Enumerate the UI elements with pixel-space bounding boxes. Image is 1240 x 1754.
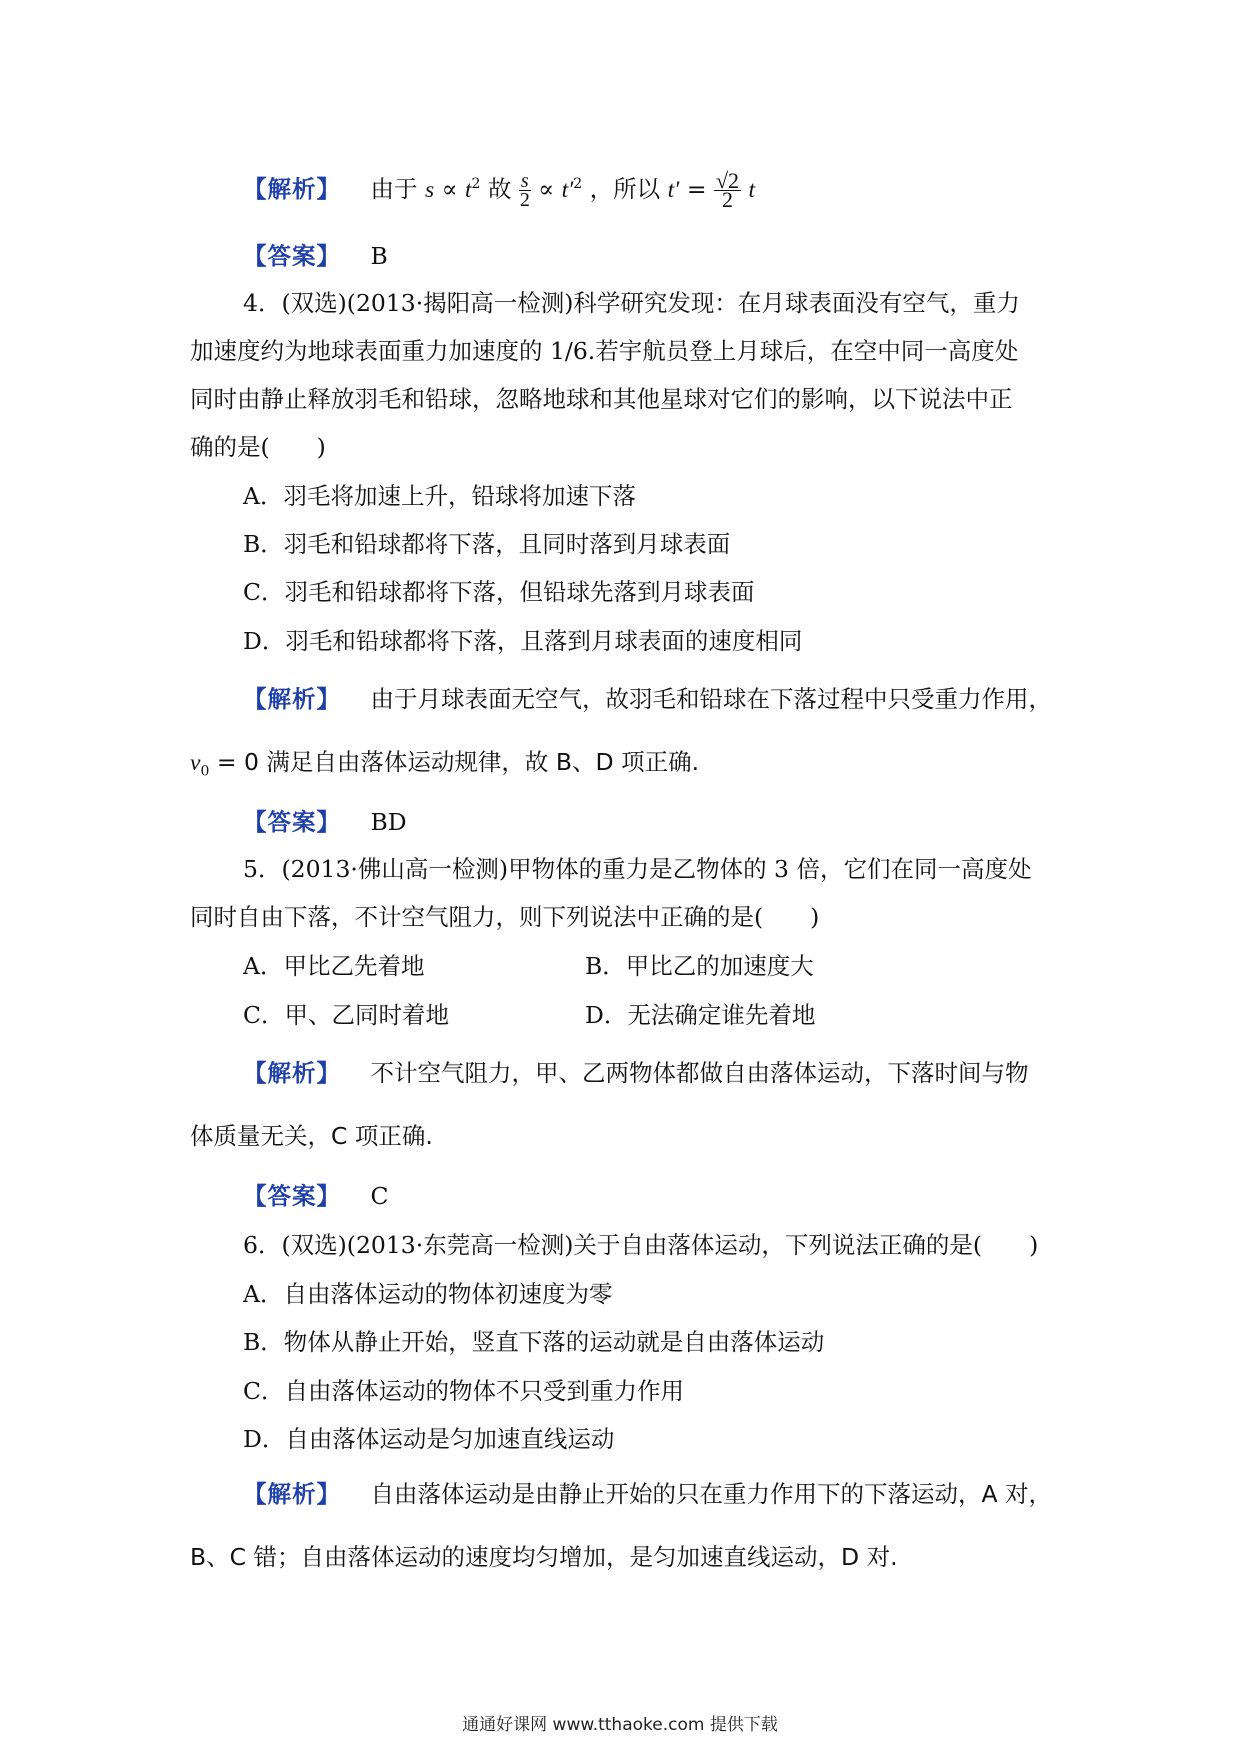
fraction-sqrt2-over-2: $\frac{√2}{2}$ (715, 167, 740, 212)
q4-answer (243, 806, 407, 838)
var-t-prime: t′ (561, 176, 574, 203)
q5-option-c: C．甲、乙同时着地 (243, 1001, 449, 1029)
q4-stem-line-2: 加速度约为地球表面重力加速度的 1/6.若宇航员登上月球后，在空中同一高度处 (190, 337, 1019, 365)
q5-stem-line-2: 同时自由下落，不计空气阻力，则下列说法中正确的是( ) (190, 903, 820, 931)
q6-option-b: B．物体从静止开始，竖直下落的运动就是自由落体运动 (243, 1328, 825, 1356)
page-footer: 通通好课网 www.tthaoke.com 提供下载 (462, 1715, 778, 1735)
q5-option-d: D．无法确定谁先着地 (585, 1001, 816, 1029)
analysis-text: 由于月球表面无空气，故羽毛和铅球在下落过程中只受重力作用， (370, 685, 1052, 713)
q3-analysis: 【解析】 由于 $s \propto t^2$ 故 $\frac{s}{2}$ ∝ $t'^2$ ，所以 t′ = $\frac{√2}{2}$ t (243, 167, 756, 212)
q5-stem-line-1: 5．(2013·佛山高一检测)甲物体的重力是乙物体的 3 倍，它们在同一高度处 (243, 855, 1032, 883)
q4-stem-line-4: 确的是( ) (190, 433, 326, 461)
prop-symbol-2: ∝ (538, 174, 555, 203)
q5-option-b: B．甲比乙的加速度大 (585, 952, 814, 980)
q6-option-d: D．自由落体运动是匀加速直线运动 (243, 1425, 615, 1453)
q5-option-a: A．甲比乙先着地 (243, 952, 425, 980)
var-t: t (465, 176, 472, 203)
analysis-tag: 【解析】 (243, 685, 341, 713)
q4-stem-line-1: 4．(双选)(2013·揭阳高一检测)科学研究发现：在月球表面没有空气，重力 (243, 289, 1020, 317)
analysis-text: 不计空气阻力，甲、乙两物体都做自由落体运动，下落时间与物 (370, 1059, 1029, 1087)
answer-value: B (370, 242, 388, 270)
q4-option-d: D．羽毛和铅球都将下落，且落到月球表面的速度相同 (243, 627, 803, 655)
var-v: v (190, 750, 201, 776)
answer-value: C (370, 1182, 389, 1210)
answer-tag: 【答案】 (243, 1182, 341, 1210)
analysis-text-pre: 由于 (370, 174, 418, 203)
q6-option-a: A．自由落体运动的物体初速度为零 (243, 1280, 613, 1308)
q4-option-a: A．羽毛将加速上升，铅球将加速下落 (243, 482, 636, 510)
q4-analysis-line-1 (243, 683, 1052, 715)
fraction-s-over-2: $\frac{s}{2}$ (519, 169, 530, 211)
q6-analysis-line-1 (243, 1478, 1052, 1510)
q6-analysis-line-2: B、C 错；自由落体运动的速度均匀增加，是匀加速直线运动，D 对. (190, 1543, 898, 1571)
q6-stem-line-1: 6．(双选)(2013·东莞高一检测)关于自由落体运动，下列说法正确的是( ) (243, 1231, 1039, 1259)
answer-tag: 【答案】 (243, 808, 341, 836)
q4-option-b: B．羽毛和铅球都将下落，且同时落到月球表面 (243, 530, 731, 558)
q4-option-c: C．羽毛和铅球都将下落，但铅球先落到月球表面 (243, 578, 755, 606)
prop-symbol: ∝ (441, 174, 458, 203)
var-s: s (424, 176, 435, 203)
answer-tag: 【答案】 (243, 242, 341, 270)
analysis-tag: 【解析】 (243, 174, 341, 203)
q5-answer (243, 1180, 388, 1212)
analysis-text: 自由落体运动是由静止开始的只在重力作用下的下落运动，A 对， (370, 1480, 1053, 1508)
analysis-text-mid: 故 (487, 174, 512, 203)
q6-option-c: C．自由落体运动的物体不只受到重力作用 (243, 1377, 684, 1405)
equals: = (686, 174, 714, 203)
analysis-text-post: ，所以 (589, 174, 661, 203)
analysis-tag: 【解析】 (243, 1480, 341, 1508)
analysis-text: = 0 满足自由落体运动规律，故 B、D 项正确. (216, 748, 700, 776)
var-t-prime-2: t′ (667, 176, 680, 203)
q3-answer (243, 240, 388, 272)
q4-analysis-line-2 (190, 746, 699, 788)
q5-analysis-line-1 (243, 1057, 1028, 1089)
var-v-sub: 0 (200, 763, 210, 780)
var-t-tail: t (748, 176, 756, 203)
q5-analysis-line-2: 体质量无关，C 项正确. (190, 1122, 433, 1150)
q4-stem-line-3: 同时由静止释放羽毛和铅球，忽略地球和其他星球对它们的影响，以下说法中正 (190, 385, 1013, 413)
answer-value: BD (370, 808, 407, 836)
analysis-tag: 【解析】 (243, 1059, 341, 1087)
